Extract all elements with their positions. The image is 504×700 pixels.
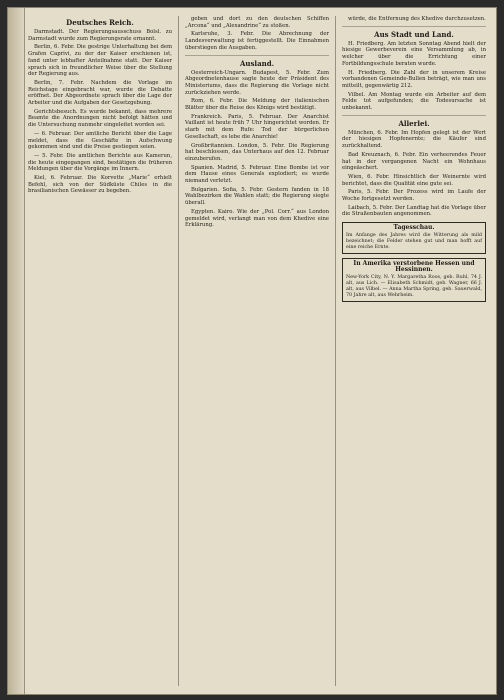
article-paragraph: würde, die Entfernung des Khedive durchzusetzen. — [348, 16, 486, 22]
article-paragraph: Gerichtsbesuch. Es wurde bekannt, dass mehrere Beamte die Anordnungen nicht befolgt hätten und die Untersuchung nunmehr eingeleitet worden sei. — [28, 108, 172, 129]
tagesschau-box — [342, 222, 486, 254]
article-paragraph: H. Friedberg. Die Zahl der in unserem Kreise vorhandenen Gemeinde-Bullen beträgt, wie man uns mitteilt, gegenwärtig 212. — [342, 69, 486, 89]
article-paragraph: Frankreich. Paris, 5. Februar. Der Anarchist Vaillant ist heute früh 7 Uhr hingerichtet worden. Er starb mit dem Rufe: Tod der bürgerlichen Gesellschaft, es lebe die Anarchie! — [185, 113, 329, 140]
article-paragraph: H. Friedberg. Am letzten Sonntag Abend hielt der hiesige Gewerbeverein eine Versammlung ab, in welcher über die Errichtung einer Fortbildungsschule beraten wurde. — [342, 40, 486, 67]
section-separator — [185, 55, 329, 56]
article-paragraph: Spanien. Madrid, 5. Februar. Eine Bombe ist vor dem Hause eines Generals explodiert; es wurde niemand verletzt. — [185, 164, 329, 185]
article-paragraph: München, 6. Febr. Im Hopfen gelegt ist der Wert der hiesigen Hopfenernte; die Käufer sind zurückhaltend. — [342, 129, 486, 150]
article-paragraph: Paris, 5. Febr. Der Prozess wird im Laufe der Woche fortgesetzt werden. — [342, 189, 486, 203]
box-title: In Amerika verstorbene Hessen und Hessinnen. — [353, 260, 475, 274]
column-divider — [178, 16, 179, 686]
newspaper-page — [8, 8, 496, 694]
article-paragraph: Berlin, 7. Febr. Nachdem die Vorlage im Reichstage eingebracht war, wurde die Debatte eröffnet. Der Abgeordnete sprach über die Lage der Arbeiter und die Aufgaben der Gesetzgebung. — [28, 79, 172, 107]
article-paragraph: Oesterreich-Ungarn. Budapest, 5. Febr. Zum Abgeordnetenhause sagte heute der Präsident des Ministeriums, dass die Regierung die Vorlage nicht zurückziehen werde. — [185, 69, 329, 96]
section-heading-aus-stadt-und-land: Aus Stadt und Land. — [374, 29, 454, 39]
article-paragraph: geben und dort zu den deutschen Schiffen „Arcona“ und „Alexandrine“ zu stoßen. — [185, 16, 329, 29]
column-left — [28, 16, 172, 686]
column-right — [342, 16, 486, 686]
article-paragraph: Großbritannien. London, 5. Febr. Die Regierung hat beschlossen, das Unterhaus auf den 12. Februar einzuberufen. — [185, 142, 329, 162]
section-heading-ausland: Ausland. — [239, 58, 275, 68]
article-paragraph: Berlin, 6. Febr. Die gestrige Unterhaltung bei dem Grafen Caprivi, zu der der Kaiser erschienen ist, fand unter lebhafter Anteilnahme statt. Der Kaiser sprach sich in freundlicher Weise über die Stellung der Regierung aus. — [28, 44, 172, 78]
article-paragraph: Kiel, 6. Februar. Die Korvette „Marie“ erhielt Befehl, sich von der Südküste Chiles in die brasilianischen Gewässer zu begeben. — [28, 175, 172, 195]
article-paragraph: Rom, 6. Febr. Die Meldung der italienischen Blätter über die Reise des Königs wird bestätigt. — [185, 98, 329, 112]
obituary-box — [342, 258, 486, 302]
article-paragraph: Wien, 6. Febr. Hinsichtlich der Weinernte wird berichtet, dass die Qualität eine gute sei. — [342, 173, 486, 187]
page-binding-strip — [8, 8, 25, 694]
article-paragraph: Karlsruhe, 3. Febr. Die Abrechnung der Landesverwaltung ist fertiggestellt. Die Einnahmen überstiegen die Ausgaben. — [185, 31, 329, 51]
section-separator — [342, 115, 486, 116]
article-paragraph: Laibach, 5. Febr. Der Landtag hat die Vorlage über die Straßenbauten angenommen. — [342, 204, 486, 218]
column-divider — [335, 16, 336, 686]
article-paragraph: Darmstadt. Der Regierungsausschuss Bolsl. zu Darmstadt wurde zum Regierungsrate ernannt. — [28, 29, 172, 42]
article-paragraph: Bad Kreuznach, 6. Febr. Ein verheerendes Feuer hat in der vergangenen Nacht ein Wohnhaus eingeäschert. — [342, 151, 486, 172]
article-paragraph: Vilbel. Am Montag wurde ein Arbeiter auf dem Felde tot aufgefunden; die Todesursache ist unbekannt. — [342, 91, 486, 112]
box-text: New-York City, N. Y. Margaretha Roos, geb. Ruhl, 74 J. alt, aus Lich. — Elisabeth Schmidt, geb. Wagner, 66 J. alt, aus Vilbel. — Anna Martha Spring, geb. Sauerwald, 70 Jahre alt, aus Wehrheim. — [346, 275, 482, 299]
article-paragraph: — 5. Febr. Die amtlichen Berichte aus Kamerun, die heute eingegangen sind, bestätigen die früheren Meldungen über die Vorgänge im Innern. — [28, 152, 172, 173]
section-heading-allerlei: Allerlei. — [398, 118, 430, 128]
section-separator — [342, 26, 486, 27]
column-middle — [185, 16, 329, 686]
box-title: Tagesschau. — [393, 224, 435, 232]
article-paragraph: — 6. Februar. Der amtliche Bericht über die Lage meldet, dass die Geschäfte in Aufschwung gekommen sind und die Preise gestiegen seien. — [28, 130, 172, 151]
article-paragraph: Egypten. Kairo. Wie der „Pol. Corr.“ aus London gemeldet wird, verlangt man von dem Khedive eine Erklärung. — [185, 208, 329, 229]
box-text: Im Anfange des Jahres wird die Witterung als mild bezeichnet; die Felder stehen gut und man hofft auf eine reiche Ernte. — [346, 233, 482, 251]
article-paragraph: Bulgarien. Sofia, 5. Febr. Gestern fanden in 18 Wahlbezirken die Wahlen statt; die Regierung siegte überall. — [185, 186, 329, 207]
newspaper-columns — [28, 16, 486, 686]
section-heading-deutsches-reich: Deutsches Reich. — [66, 18, 134, 27]
